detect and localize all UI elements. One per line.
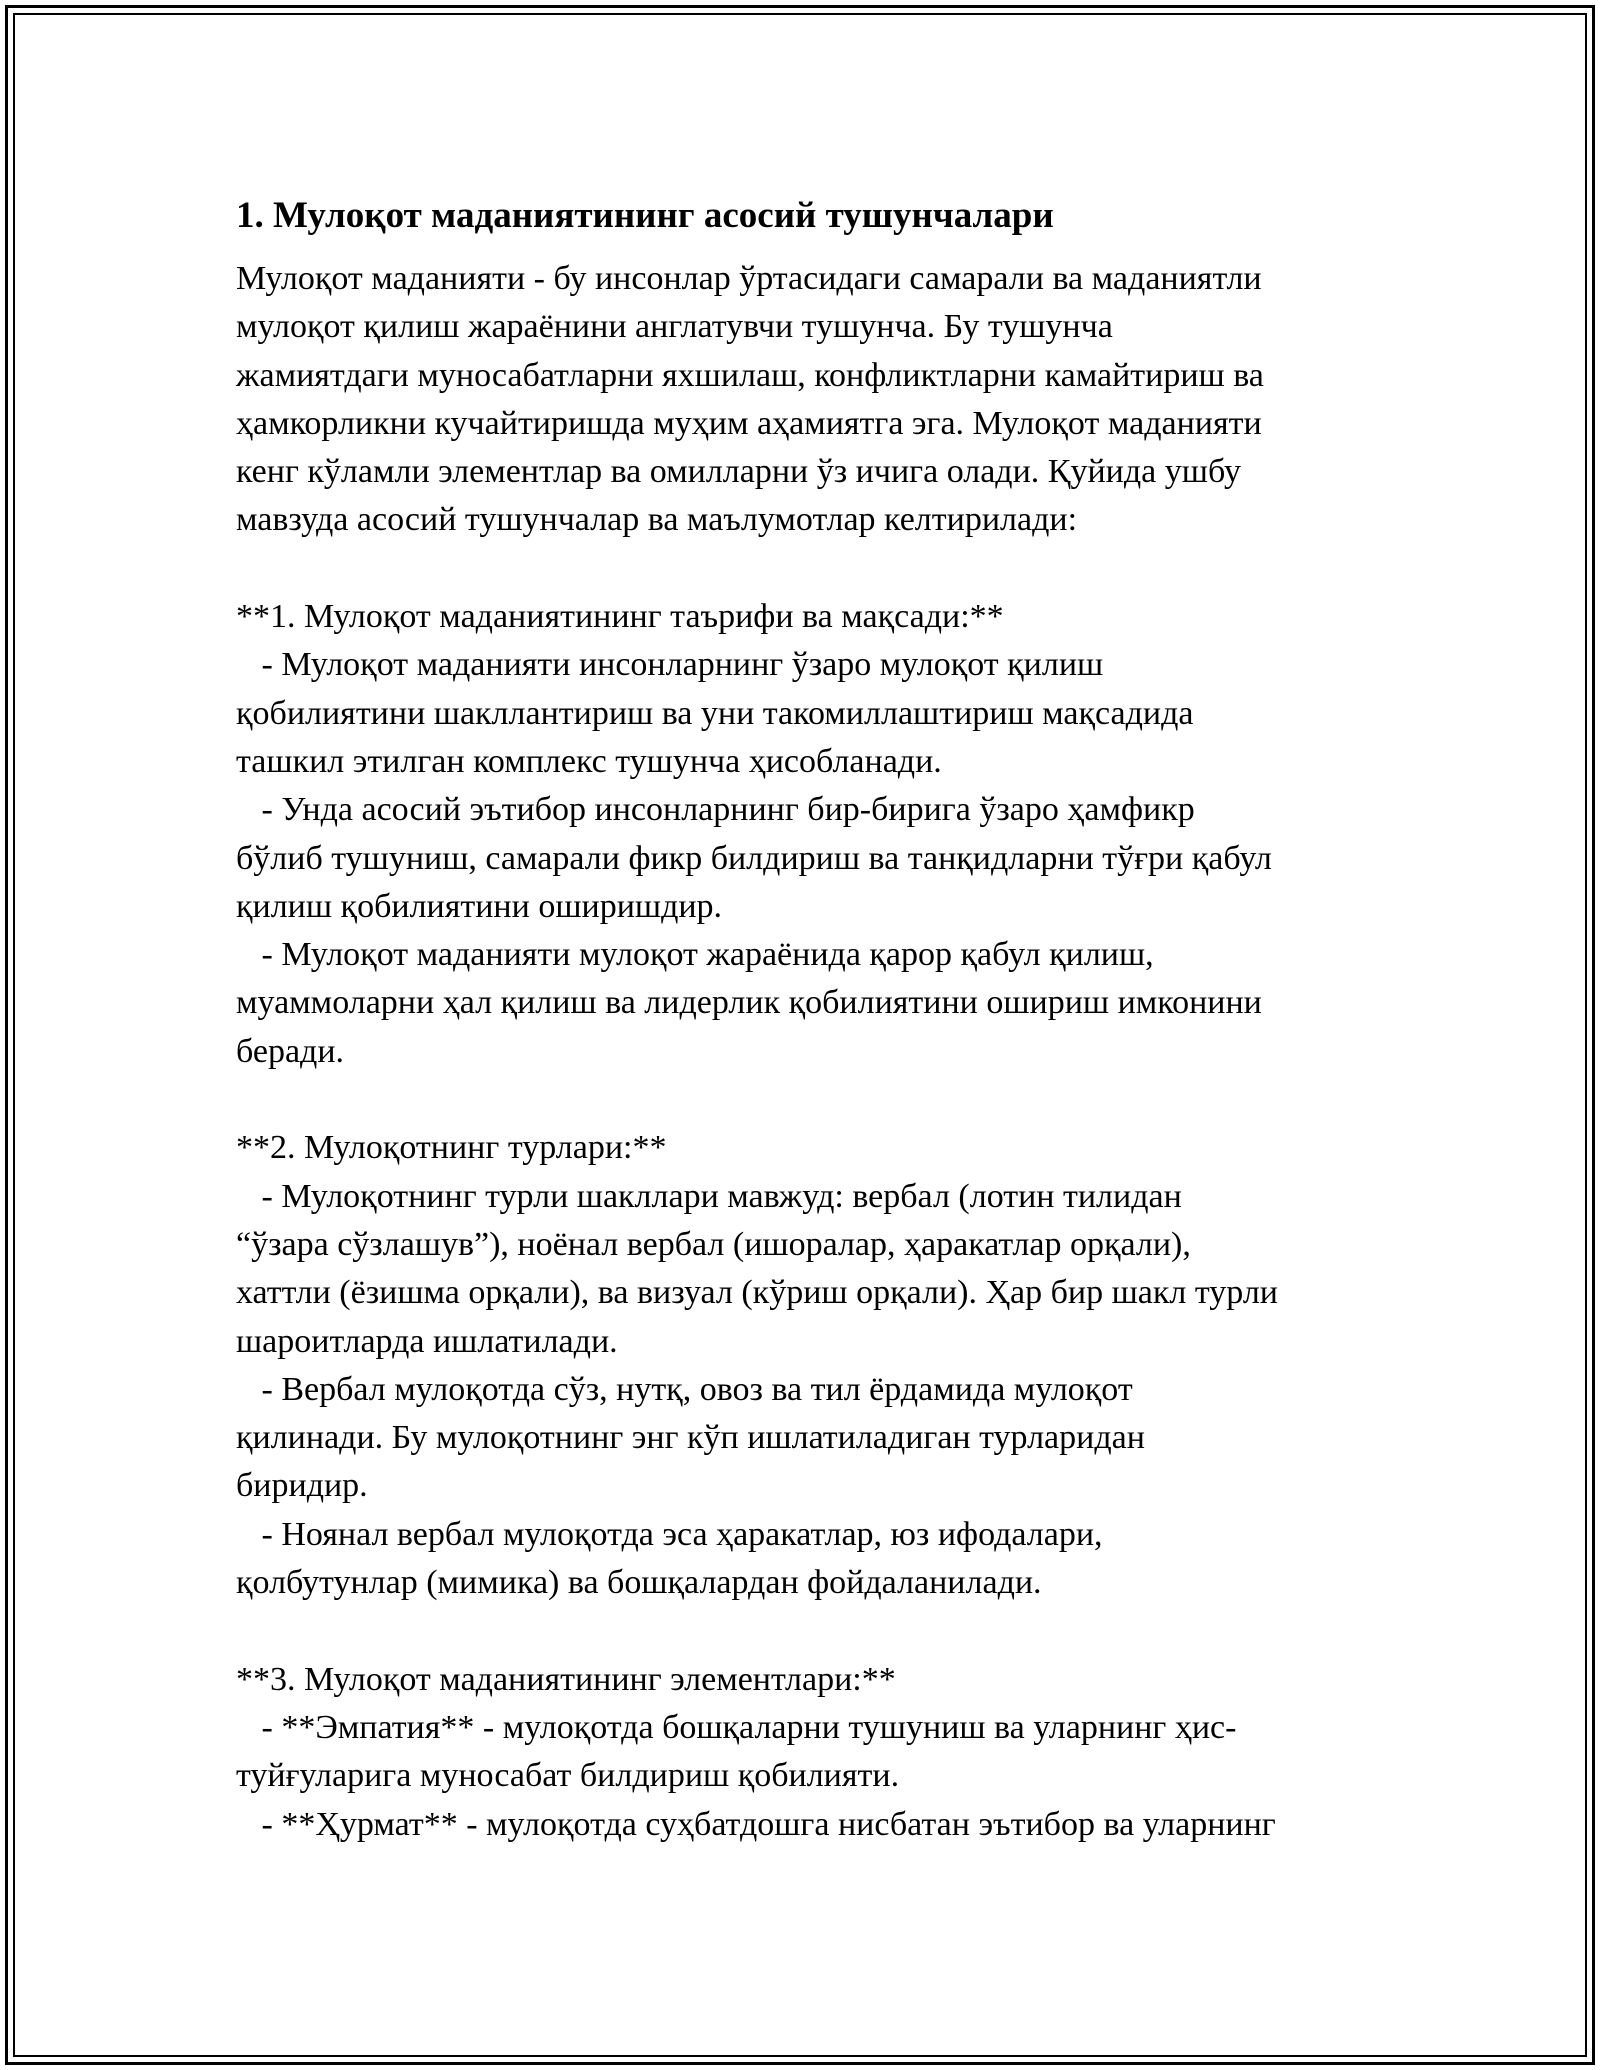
text-line: “ўзара сўзлашув”), ноёнал вербал (ишоралар, ҳаракатлар орқали), [236,1225,1191,1263]
section-heading: **3. Мулоқот маданиятининг элементлари:** [236,1660,896,1698]
text-line: қобилиятини шакллантириш ва уни такомиллаштириш мақсадида [236,694,1194,732]
text-line: муаммоларни ҳал қилиш ва лидерлик қобилиятини ошириш имконини [236,984,1262,1022]
text-line: - Мулоқотнинг турли шакллари мавжуд: вербал (лотин тилидан [236,1177,1182,1215]
document-page [236,186,1396,1849]
text-line: - Мулоқот маданияти инсонларнинг ўзаро мулоқот қилиш [236,646,1104,684]
text-line: бўлиб тушуниш, самарали фикр билдириш ва танқидларни тўғри қабул [236,839,1272,877]
text-line: мавзуда асосий тушунчалар ва маълумотлар келтирилади: [236,501,1078,539]
text-line: Мулоқот маданияти - бу инсонлар ўртасидаги самарали ва маданиятли [236,260,1262,297]
text-line: биридир. [236,1467,368,1505]
text-line: - Мулоқот маданияти мулоқот жараёнида қарор қабул қилиш, [236,936,1154,974]
text-line: - Ноянал вербал мулоқотда эса ҳаракатлар, юз ифодалари, [236,1515,1103,1553]
text-line: - **Ҳурмат** - мулоқотда суҳбатдошга нисбатан эътибор ва уларнинг [236,1805,1276,1843]
blank-line [236,1076,1396,1124]
text-line: - Унда асосий эътибор инсонларнинг бир-бирига ўзаро ҳамфикр [236,791,1195,829]
text-line: беради. [236,1032,345,1070]
blank-line [236,1607,1396,1655]
blank-line [236,545,1396,593]
text-line: кенг кўламли элементлар ва омилларни ўз ичига олади. Қуйида ушбу [236,453,1241,491]
text-line: қилинади. Бу мулоқотнинг энг кўп ишлатиладиган турларидан [236,1419,1145,1457]
text-line: қилиш қобилиятини оширишдир. [236,887,723,925]
section-heading: **2. Мулоқотнинг турлари:** [236,1129,667,1167]
document-title: 1. Мулоқот маданиятининг асосий тушунчалари [236,195,1054,236]
text-line: хаттли (ёзишма орқали), ва визуал (кўриш орқали). Ҳар бир шакл турли [236,1274,1278,1312]
text-line: ҳамкорликни кучайтиришда муҳим аҳамиятга эга. Мулоқот маданияти [236,404,1262,442]
text-line: мулоқот қилиш жараёнини англатувчи тушунча. Бу тушунча [236,308,1113,346]
text-line: - **Эмпатия** - мулоқотда бошқаларни тушуниш ва уларнинг ҳис- [236,1708,1237,1746]
document-body [236,255,1396,1849]
text-line: туйғуларига муносабат билдириш қобилияти. [236,1757,900,1795]
text-line: ташкил этилган комплекс тушунча ҳисобланади. [236,742,942,780]
text-line: шароитларда ишлатилади. [236,1322,618,1360]
text-line: жамиятдаги муносабатларни яхшилаш, конфликтларни камайтириш ва [236,356,1264,394]
section-heading: **1. Мулоқот маданиятининг таърифи ва мақсади:** [236,598,1004,636]
text-line: - Вербал мулоқотда сўз, нутқ, овоз ва тил ёрдамида мулоқот [236,1370,1133,1408]
text-line: қолбутунлар (мимика) ва бошқалардан фойдаланилади. [236,1564,1042,1602]
